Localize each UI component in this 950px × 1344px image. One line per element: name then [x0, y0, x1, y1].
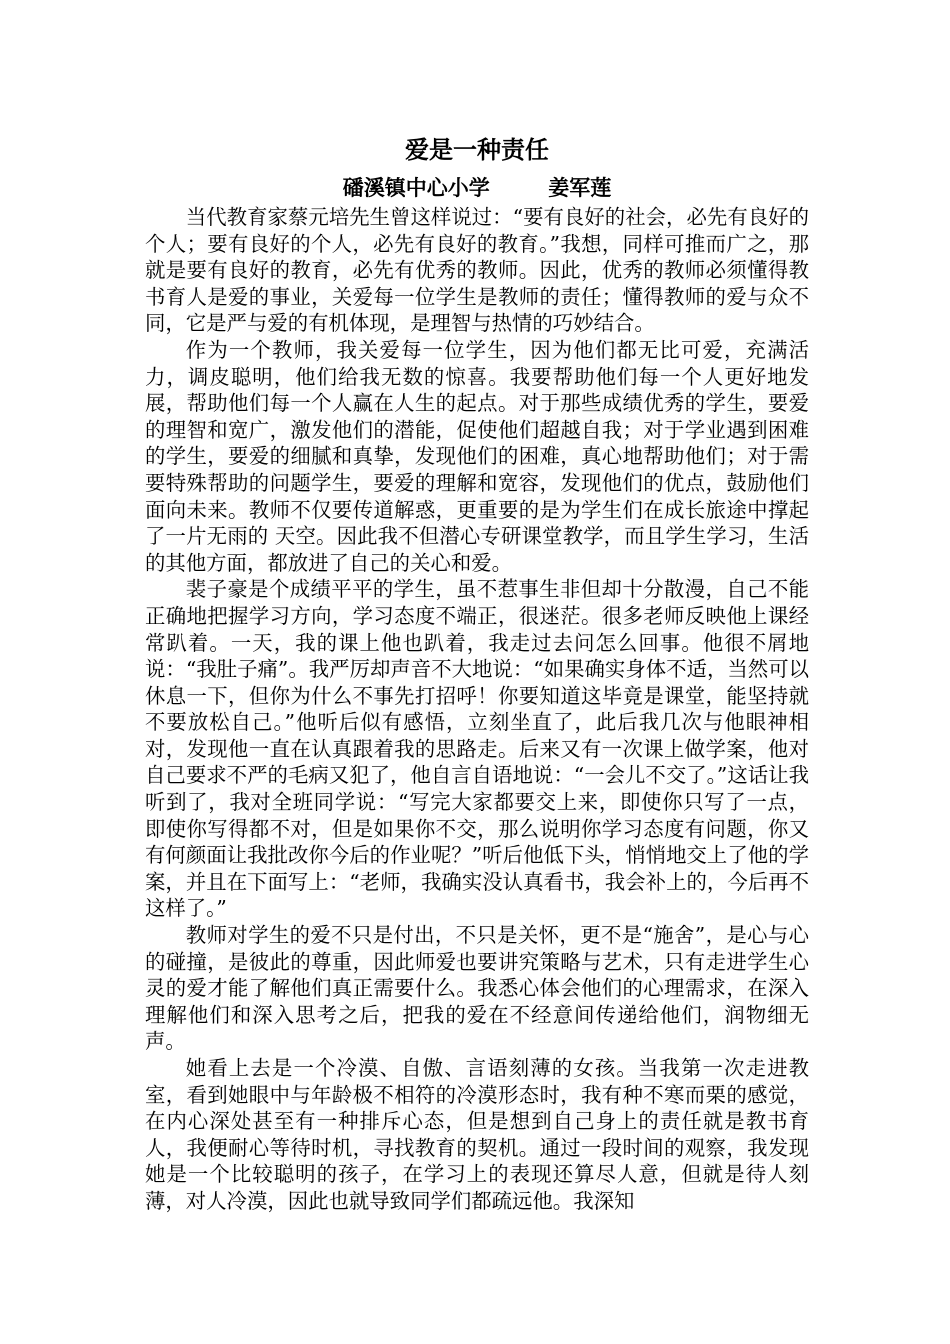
- author-name: 姜军莲: [548, 175, 612, 200]
- paragraph: 裴子豪是个成绩平平的学生，虽不惹事生非但却十分散漫，自己不能正确地把握学习方向，学习态度不端正，很迷茫。很多老师反映他上课经常趴着。一天，我的课上他也趴着，我走过去问怎么回事。他很不屑地说：“我肚子痛”。我严厉却声音不大地说：“如果确实身体不适，当然可以休息一下，但你为什么不事先打招呼！你要知道这毕竟是课堂，能坚持就不要放松自己。”他听后似有感悟，立刻坐直了，此后我几次与他眼神相对，发现他一直在认真跟着我的思路走。后来又有一次课上做学案，他对自己要求不严的毛病又犯了，他自言自语地说：“一会儿不交了。”这话让我听到了，我对全班同学说：“写完大家都要交上来，即使你只写了一点， 即使你写得都不对，但是如果你不交，那么说明你学习态度有问题，你又有何颜面让我批改你今后的作业呢？”听后他低下头，悄悄地交上了他的学案，并且在下面写上：“老师，我确实没认真看书，我会补上的，今后再不这样了。”: [145, 577, 809, 921]
- paragraph: 当代教育家蔡元培先生曾这样说过：“要有良好的社会，必先有良好的个人；要有良好的个人，必先有良好的教育。”我想，同样可推而广之，那就是要有良好的教育，必先有优秀的教师。因此，优秀的教师必须懂得教书育人是爱的事业，关爱每一位学生是教师的责任；懂得教师的爱与众不同，它是严与爱的有机体现，是理智与热情的巧妙结合。: [145, 205, 809, 336]
- document-title: 爱是一种责任: [405, 135, 549, 164]
- paragraph: 她看上去是一个冷漠、自傲、言语刻薄的女孩。当我第一次走进教室，看到她眼中与年龄极不相符的冷漠形态时，我有种不寒而栗的感觉，在内心深处甚至有一种排斥心态，但是想到自己身上的责任就是教书育人，我便耐心等待时机，寻找教育的契机。通过一段时间的观察，我发现她是一个比较聪明的孩子，在学习上的表现还算尽人意，但就是待人刻薄，对人冷漠，因此也就导致同学们都疏远他。我深知: [145, 1056, 809, 1213]
- byline: [145, 174, 809, 204]
- paragraph: 作为一个教师，我关爱每一位学生，因为他们都无比可爱，充满活力，调皮聪明，他们给我无数的惊喜。我要帮助他们每一个人更好地发展，帮助他们每一个人赢在人生的起点。对于那些成绩优秀的学生，要爱的理智和宽广，激发他们的潜能，促使他们超越自我；对于学业遇到困难的学生，要爱的细腻和真挚，发现他们的困难，真心地帮助他们；对于需要特殊帮助的问题学生，要爱的理解和宽容，发现他们的优点，鼓励他们面向未来。教师不仅要传道解惑，更重要的是为学生们在成长旅途中撑起了一片无雨的 天空。因此我不但潜心专研课堂教学，而且学生学习，生活的其他方面，都放进了自己的关心和爱。: [145, 337, 809, 575]
- article-body: [145, 204, 809, 1215]
- document-page: [145, 134, 809, 1215]
- school-name: 磻溪镇中心小学: [342, 175, 490, 200]
- paragraph: 教师对学生的爱不只是付出，不只是关怀，更不是“施舍”，是心与心的碰撞，是彼此的尊重，因此师爱也要讲究策略与艺术，只有走进学生心灵的爱才能了解他们真正需要什么。我悉心体会他们的心理需求，在深入理解他们和深入思考之后，把我的爱在不经意间传递给他们，润物细无声。: [145, 923, 809, 1054]
